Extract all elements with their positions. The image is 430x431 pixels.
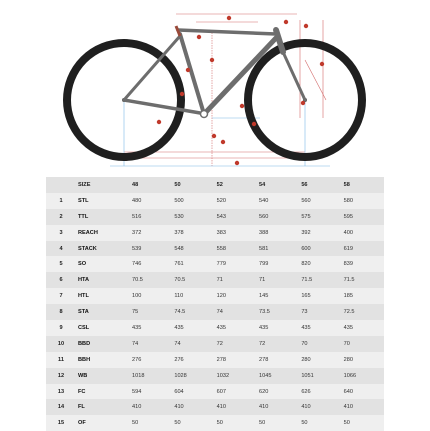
bike-geometry-diagram bbox=[0, 0, 430, 172]
row-number: 7 bbox=[46, 288, 76, 304]
measurement-value: 761 bbox=[172, 256, 214, 272]
measurement-value: 516 bbox=[130, 209, 172, 225]
measurement-value: 74.5 bbox=[172, 304, 214, 320]
measurement-value: 388 bbox=[257, 225, 299, 241]
row-number: 10 bbox=[46, 336, 76, 352]
row-number: 4 bbox=[46, 241, 76, 257]
table-row bbox=[46, 304, 384, 320]
measurement-value: 74 bbox=[172, 336, 214, 352]
size-52-header: 52 bbox=[215, 177, 257, 193]
row-number: 15 bbox=[46, 415, 76, 431]
measurement-value: 581 bbox=[257, 241, 299, 257]
measurement-value: 640 bbox=[342, 384, 384, 400]
measurement-value: 74 bbox=[130, 336, 172, 352]
measurement-value: 145 bbox=[257, 288, 299, 304]
stem bbox=[176, 26, 180, 36]
measurement-value: 435 bbox=[342, 320, 384, 336]
measurement-value: 71 bbox=[257, 272, 299, 288]
measurement-value: 820 bbox=[299, 256, 341, 272]
row-number: 14 bbox=[46, 399, 76, 415]
measurement-value: 799 bbox=[257, 256, 299, 272]
marker-dot bbox=[301, 101, 305, 105]
marker-dot bbox=[235, 161, 239, 165]
marker-dot bbox=[304, 24, 308, 28]
measurement-code: BBD bbox=[76, 336, 130, 352]
measurement-value: 600 bbox=[299, 241, 341, 257]
measurement-code: HTA bbox=[76, 272, 130, 288]
dimension-lines bbox=[110, 14, 330, 166]
measurement-value: 604 bbox=[172, 384, 214, 400]
measurement-value: 410 bbox=[130, 399, 172, 415]
measurement-value: 70.5 bbox=[130, 272, 172, 288]
size-54-header: 54 bbox=[257, 177, 299, 193]
measurement-value: 435 bbox=[257, 320, 299, 336]
row-number: 13 bbox=[46, 384, 76, 400]
measurement-value: 410 bbox=[299, 399, 341, 415]
geometry-table bbox=[46, 177, 384, 431]
measurement-value: 1066 bbox=[342, 368, 384, 384]
row-number: 5 bbox=[46, 256, 76, 272]
table-row bbox=[46, 241, 384, 257]
measurement-value: 73 bbox=[299, 304, 341, 320]
measurement-value: 540 bbox=[257, 193, 299, 209]
measurement-value: 580 bbox=[342, 193, 384, 209]
table-row bbox=[46, 336, 384, 352]
marker-dot bbox=[210, 58, 214, 62]
measurement-value: 607 bbox=[215, 384, 257, 400]
measurement-code: FC bbox=[76, 384, 130, 400]
table-row bbox=[46, 193, 384, 209]
measurement-code: BBH bbox=[76, 352, 130, 368]
measurement-value: 71.5 bbox=[299, 272, 341, 288]
measurement-value: 378 bbox=[172, 225, 214, 241]
measurement-value: 619 bbox=[342, 241, 384, 257]
measurement-value: 72 bbox=[257, 336, 299, 352]
measurement-value: 50 bbox=[257, 415, 299, 431]
measurement-code: TTL bbox=[76, 209, 130, 225]
size-48-header: 48 bbox=[130, 177, 172, 193]
measurement-value: 276 bbox=[130, 352, 172, 368]
table-row bbox=[46, 209, 384, 225]
measurement-value: 575 bbox=[299, 209, 341, 225]
measurement-value: 1032 bbox=[215, 368, 257, 384]
measurement-value: 500 bbox=[172, 193, 214, 209]
measurement-value: 280 bbox=[299, 352, 341, 368]
measurement-value: 410 bbox=[257, 399, 299, 415]
measurement-value: 50 bbox=[342, 415, 384, 431]
measurement-code: OF bbox=[76, 415, 130, 431]
measurement-value: 278 bbox=[257, 352, 299, 368]
measurement-value: 435 bbox=[130, 320, 172, 336]
table-row bbox=[46, 415, 384, 431]
measurement-value: 165 bbox=[299, 288, 341, 304]
table-row bbox=[46, 352, 384, 368]
measurement-value: 435 bbox=[172, 320, 214, 336]
measurement-value: 70 bbox=[299, 336, 341, 352]
measurement-value: 746 bbox=[130, 256, 172, 272]
measurement-value: 410 bbox=[342, 399, 384, 415]
top-tube bbox=[178, 30, 276, 34]
table-row bbox=[46, 272, 384, 288]
marker-dot bbox=[320, 62, 324, 66]
marker-dot bbox=[186, 68, 190, 72]
measurement-value: 392 bbox=[299, 225, 341, 241]
measurement-value: 383 bbox=[215, 225, 257, 241]
table-header-row bbox=[46, 177, 384, 193]
marker-dot bbox=[252, 122, 256, 126]
measurement-code: SO bbox=[76, 256, 130, 272]
measurement-value: 185 bbox=[342, 288, 384, 304]
marker-dot bbox=[240, 104, 244, 108]
measurement-code: STA bbox=[76, 304, 130, 320]
row-number: 8 bbox=[46, 304, 76, 320]
row-number: 12 bbox=[46, 368, 76, 384]
measurement-value: 410 bbox=[215, 399, 257, 415]
table-row bbox=[46, 384, 384, 400]
row-number: 1 bbox=[46, 193, 76, 209]
marker-dot bbox=[227, 16, 231, 20]
measurement-value: 435 bbox=[299, 320, 341, 336]
table-row bbox=[46, 256, 384, 272]
measurement-value: 70.5 bbox=[172, 272, 214, 288]
measurement-value: 1045 bbox=[257, 368, 299, 384]
row-number: 11 bbox=[46, 352, 76, 368]
measurement-value: 74 bbox=[215, 304, 257, 320]
row-number: 2 bbox=[46, 209, 76, 225]
bottom-bracket bbox=[201, 111, 208, 118]
measurement-value: 620 bbox=[257, 384, 299, 400]
measurement-code: REACH bbox=[76, 225, 130, 241]
measurement-value: 558 bbox=[215, 241, 257, 257]
measurement-code: STACK bbox=[76, 241, 130, 257]
measurement-value: 75 bbox=[130, 304, 172, 320]
measurement-value: 530 bbox=[172, 209, 214, 225]
measurement-value: 839 bbox=[342, 256, 384, 272]
size-56-header: 56 bbox=[299, 177, 341, 193]
size-50-header: 50 bbox=[172, 177, 214, 193]
measurement-value: 110 bbox=[172, 288, 214, 304]
measurement-code: HTL bbox=[76, 288, 130, 304]
measurement-value: 50 bbox=[299, 415, 341, 431]
table-row bbox=[46, 225, 384, 241]
measurement-code: WB bbox=[76, 368, 130, 384]
measurement-value: 400 bbox=[342, 225, 384, 241]
measurement-value: 560 bbox=[257, 209, 299, 225]
measurement-value: 73.5 bbox=[257, 304, 299, 320]
measurement-value: 280 bbox=[342, 352, 384, 368]
row-number: 3 bbox=[46, 225, 76, 241]
measurement-value: 520 bbox=[215, 193, 257, 209]
measurement-value: 1028 bbox=[172, 368, 214, 384]
size-58-header: 58 bbox=[342, 177, 384, 193]
measurement-value: 71 bbox=[215, 272, 257, 288]
measurement-code: FL bbox=[76, 399, 130, 415]
measurement-value: 480 bbox=[130, 193, 172, 209]
measurement-value: 50 bbox=[130, 415, 172, 431]
measurement-value: 626 bbox=[299, 384, 341, 400]
marker-dot bbox=[197, 35, 201, 39]
table-row bbox=[46, 399, 384, 415]
measurement-code: CSL bbox=[76, 320, 130, 336]
measurement-value: 372 bbox=[130, 225, 172, 241]
measurement-value: 72.5 bbox=[342, 304, 384, 320]
measurement-value: 543 bbox=[215, 209, 257, 225]
measurement-value: 50 bbox=[215, 415, 257, 431]
measurement-value: 539 bbox=[130, 241, 172, 257]
table-row bbox=[46, 368, 384, 384]
chain-stay bbox=[124, 100, 206, 114]
bike-frame bbox=[124, 30, 305, 114]
measurement-value: 1018 bbox=[130, 368, 172, 384]
measurement-value: 435 bbox=[215, 320, 257, 336]
measurement-value: 548 bbox=[172, 241, 214, 257]
fork bbox=[283, 52, 305, 100]
marker-dot bbox=[221, 140, 225, 144]
measurement-value: 595 bbox=[342, 209, 384, 225]
marker-dot bbox=[157, 120, 161, 124]
measurement-value: 50 bbox=[172, 415, 214, 431]
row-number: 6 bbox=[46, 272, 76, 288]
row-number: 9 bbox=[46, 320, 76, 336]
measurement-code: STL bbox=[76, 193, 130, 209]
measurement-value: 410 bbox=[172, 399, 214, 415]
header-spacer bbox=[46, 177, 76, 193]
measurement-value: 594 bbox=[130, 384, 172, 400]
size-header: SIZE bbox=[76, 177, 130, 193]
marker-dot bbox=[212, 134, 216, 138]
measurement-value: 72 bbox=[215, 336, 257, 352]
measurement-value: 71.5 bbox=[342, 272, 384, 288]
measurement-value: 1051 bbox=[299, 368, 341, 384]
measurement-value: 278 bbox=[215, 352, 257, 368]
measurement-value: 276 bbox=[172, 352, 214, 368]
table-row bbox=[46, 320, 384, 336]
measurement-value: 779 bbox=[215, 256, 257, 272]
measurement-value: 100 bbox=[130, 288, 172, 304]
marker-dot bbox=[180, 92, 184, 96]
measurement-value: 560 bbox=[299, 193, 341, 209]
table-row bbox=[46, 288, 384, 304]
down-tube bbox=[206, 38, 276, 112]
measurement-value: 120 bbox=[215, 288, 257, 304]
measurement-value: 70 bbox=[342, 336, 384, 352]
marker-dot bbox=[284, 20, 288, 24]
